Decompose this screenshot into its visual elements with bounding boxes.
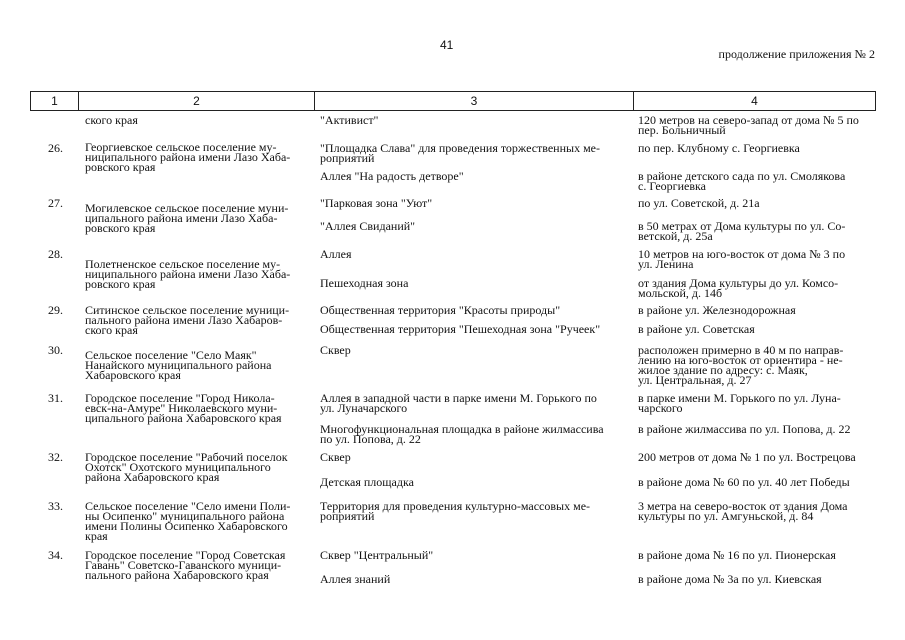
- object-location: в парке имени М. Горького по ул. Луна- чарского: [638, 391, 841, 415]
- object-name: Общественная территория "Красоты природы": [320, 303, 561, 317]
- object-name: Пешеходная зона: [320, 276, 409, 290]
- object-location: 10 метров на юго-восток от дома № 3 по ул. Ленина: [638, 247, 846, 271]
- object-name: Сквер "Центральный": [320, 548, 434, 562]
- object-name: "Парковая зона "Уют": [320, 196, 433, 210]
- column-header-2: 2: [79, 92, 315, 110]
- row-number: 27.: [48, 196, 63, 210]
- object-name: "Аллея Свиданий": [320, 219, 416, 233]
- page-number: 41: [440, 38, 454, 52]
- settlement-name: Городское поселение "Город Советская Гавань" Советско-Гаванского муници- пального района Хабаровского края: [85, 548, 286, 582]
- column-header-3: 3: [315, 92, 634, 110]
- continuation-label: продолжение приложения № 2: [718, 47, 875, 61]
- row-number: 26.: [48, 141, 63, 155]
- settlement-name: Сельское поселение "Село имени Поли- ны Осипенко" муниципального района имени Полины Осипенко Хабаровского края: [85, 499, 291, 543]
- object-location: в районе дома № 16 по ул. Пионерская: [638, 548, 836, 562]
- object-location: в районе ул. Железнодорожная: [638, 303, 796, 317]
- row-number: 33.: [48, 499, 63, 513]
- object-location: 200 метров от дома № 1 по ул. Вострецова: [638, 450, 856, 464]
- object-name: Сквер: [320, 450, 351, 464]
- object-name: Аллея "На радость детворе": [320, 169, 464, 183]
- settlement-name: Сельское поселение "Село Маяк" Нанайского муниципального района Хабаровского края: [85, 348, 272, 382]
- row-number: 30.: [48, 343, 63, 357]
- row-number: 28.: [48, 247, 63, 261]
- object-name: Аллея знаний: [320, 572, 391, 586]
- object-location: по ул. Советской, д. 21а: [638, 196, 760, 210]
- object-location: от здания Дома культуры до ул. Комсо- мольской, д. 14б: [638, 276, 839, 300]
- object-name: Сквер: [320, 343, 351, 357]
- object-name: Территория для проведения культурно-массовых ме- роприятий: [320, 499, 591, 523]
- carry-settlement: ского края: [85, 113, 138, 127]
- object-location: в районе дома № 60 по ул. 40 лет Победы: [638, 475, 850, 489]
- row-number: 34.: [48, 548, 63, 562]
- object-name: Аллея: [320, 247, 352, 261]
- object-location: в районе жилмассива по ул. Попова, д. 22: [638, 422, 851, 436]
- object-name: "Площадка Слава" для проведения торжественных ме- роприятий: [320, 141, 601, 165]
- column-header-row: [30, 91, 876, 111]
- settlement-name: Георгиевское сельское поселение му- ниципального района имени Лазо Хаба- ровского края: [85, 140, 291, 174]
- object-name: Аллея в западной части в парке имени М. Горького по ул. Луначарского: [320, 391, 597, 415]
- settlement-name: Городское поселение "Город Никола- евск-на-Амуре" Николаевского муни- ципального района Хабаровского края: [85, 391, 282, 425]
- settlement-name: Могилевское сельское поселение муни- ципального района имени Лазо Хаба- ровского края: [85, 201, 289, 235]
- settlement-name: Ситинское сельское поселение муници- пального района имени Лазо Хабаров- ского края: [85, 303, 290, 337]
- carry-object: "Активист": [320, 113, 379, 127]
- object-name: Детская площадка: [320, 475, 414, 489]
- object-location: 3 метра на северо-восток от здания Дома культуры по ул. Амгуньской, д. 84: [638, 499, 848, 523]
- object-location: в 50 метрах от Дома культуры по ул. Со- ветской, д. 25а: [638, 219, 846, 243]
- column-header-1: 1: [31, 92, 79, 110]
- object-location: в районе ул. Советская: [638, 322, 755, 336]
- object-name: Многофункциональная площадка в районе жилмассива по ул. Попова, д. 22: [320, 422, 604, 446]
- settlement-name: Полетненское сельское поселение му- ниципального района имени Лазо Хаба- ровского края: [85, 257, 291, 291]
- object-name: Общественная территория "Пешеходная зона "Ручеек": [320, 322, 601, 336]
- settlement-name: Городское поселение "Рабочий поселок Охотск" Охотского муниципального района Хабаровского края: [85, 450, 288, 484]
- column-header-4: 4: [751, 94, 758, 108]
- object-location: по пер. Клубному с. Георгиевка: [638, 141, 800, 155]
- object-location: в районе дома № 3а по ул. Киевская: [638, 572, 822, 586]
- object-location: расположен примерно в 40 м по направ- лению на юго-восток от ориентира - не- жилое здание по адресу: с. Маяк, ул. Центральная, д. 27: [638, 343, 844, 387]
- row-number: 31.: [48, 391, 63, 405]
- object-location: в районе детского сада по ул. Смолякова с. Георгиевка: [638, 169, 846, 193]
- row-number: 32.: [48, 450, 63, 464]
- carry-location: 120 метров на северо-запад от дома № 5 по пер. Больничный: [638, 113, 859, 137]
- row-number: 29.: [48, 303, 63, 317]
